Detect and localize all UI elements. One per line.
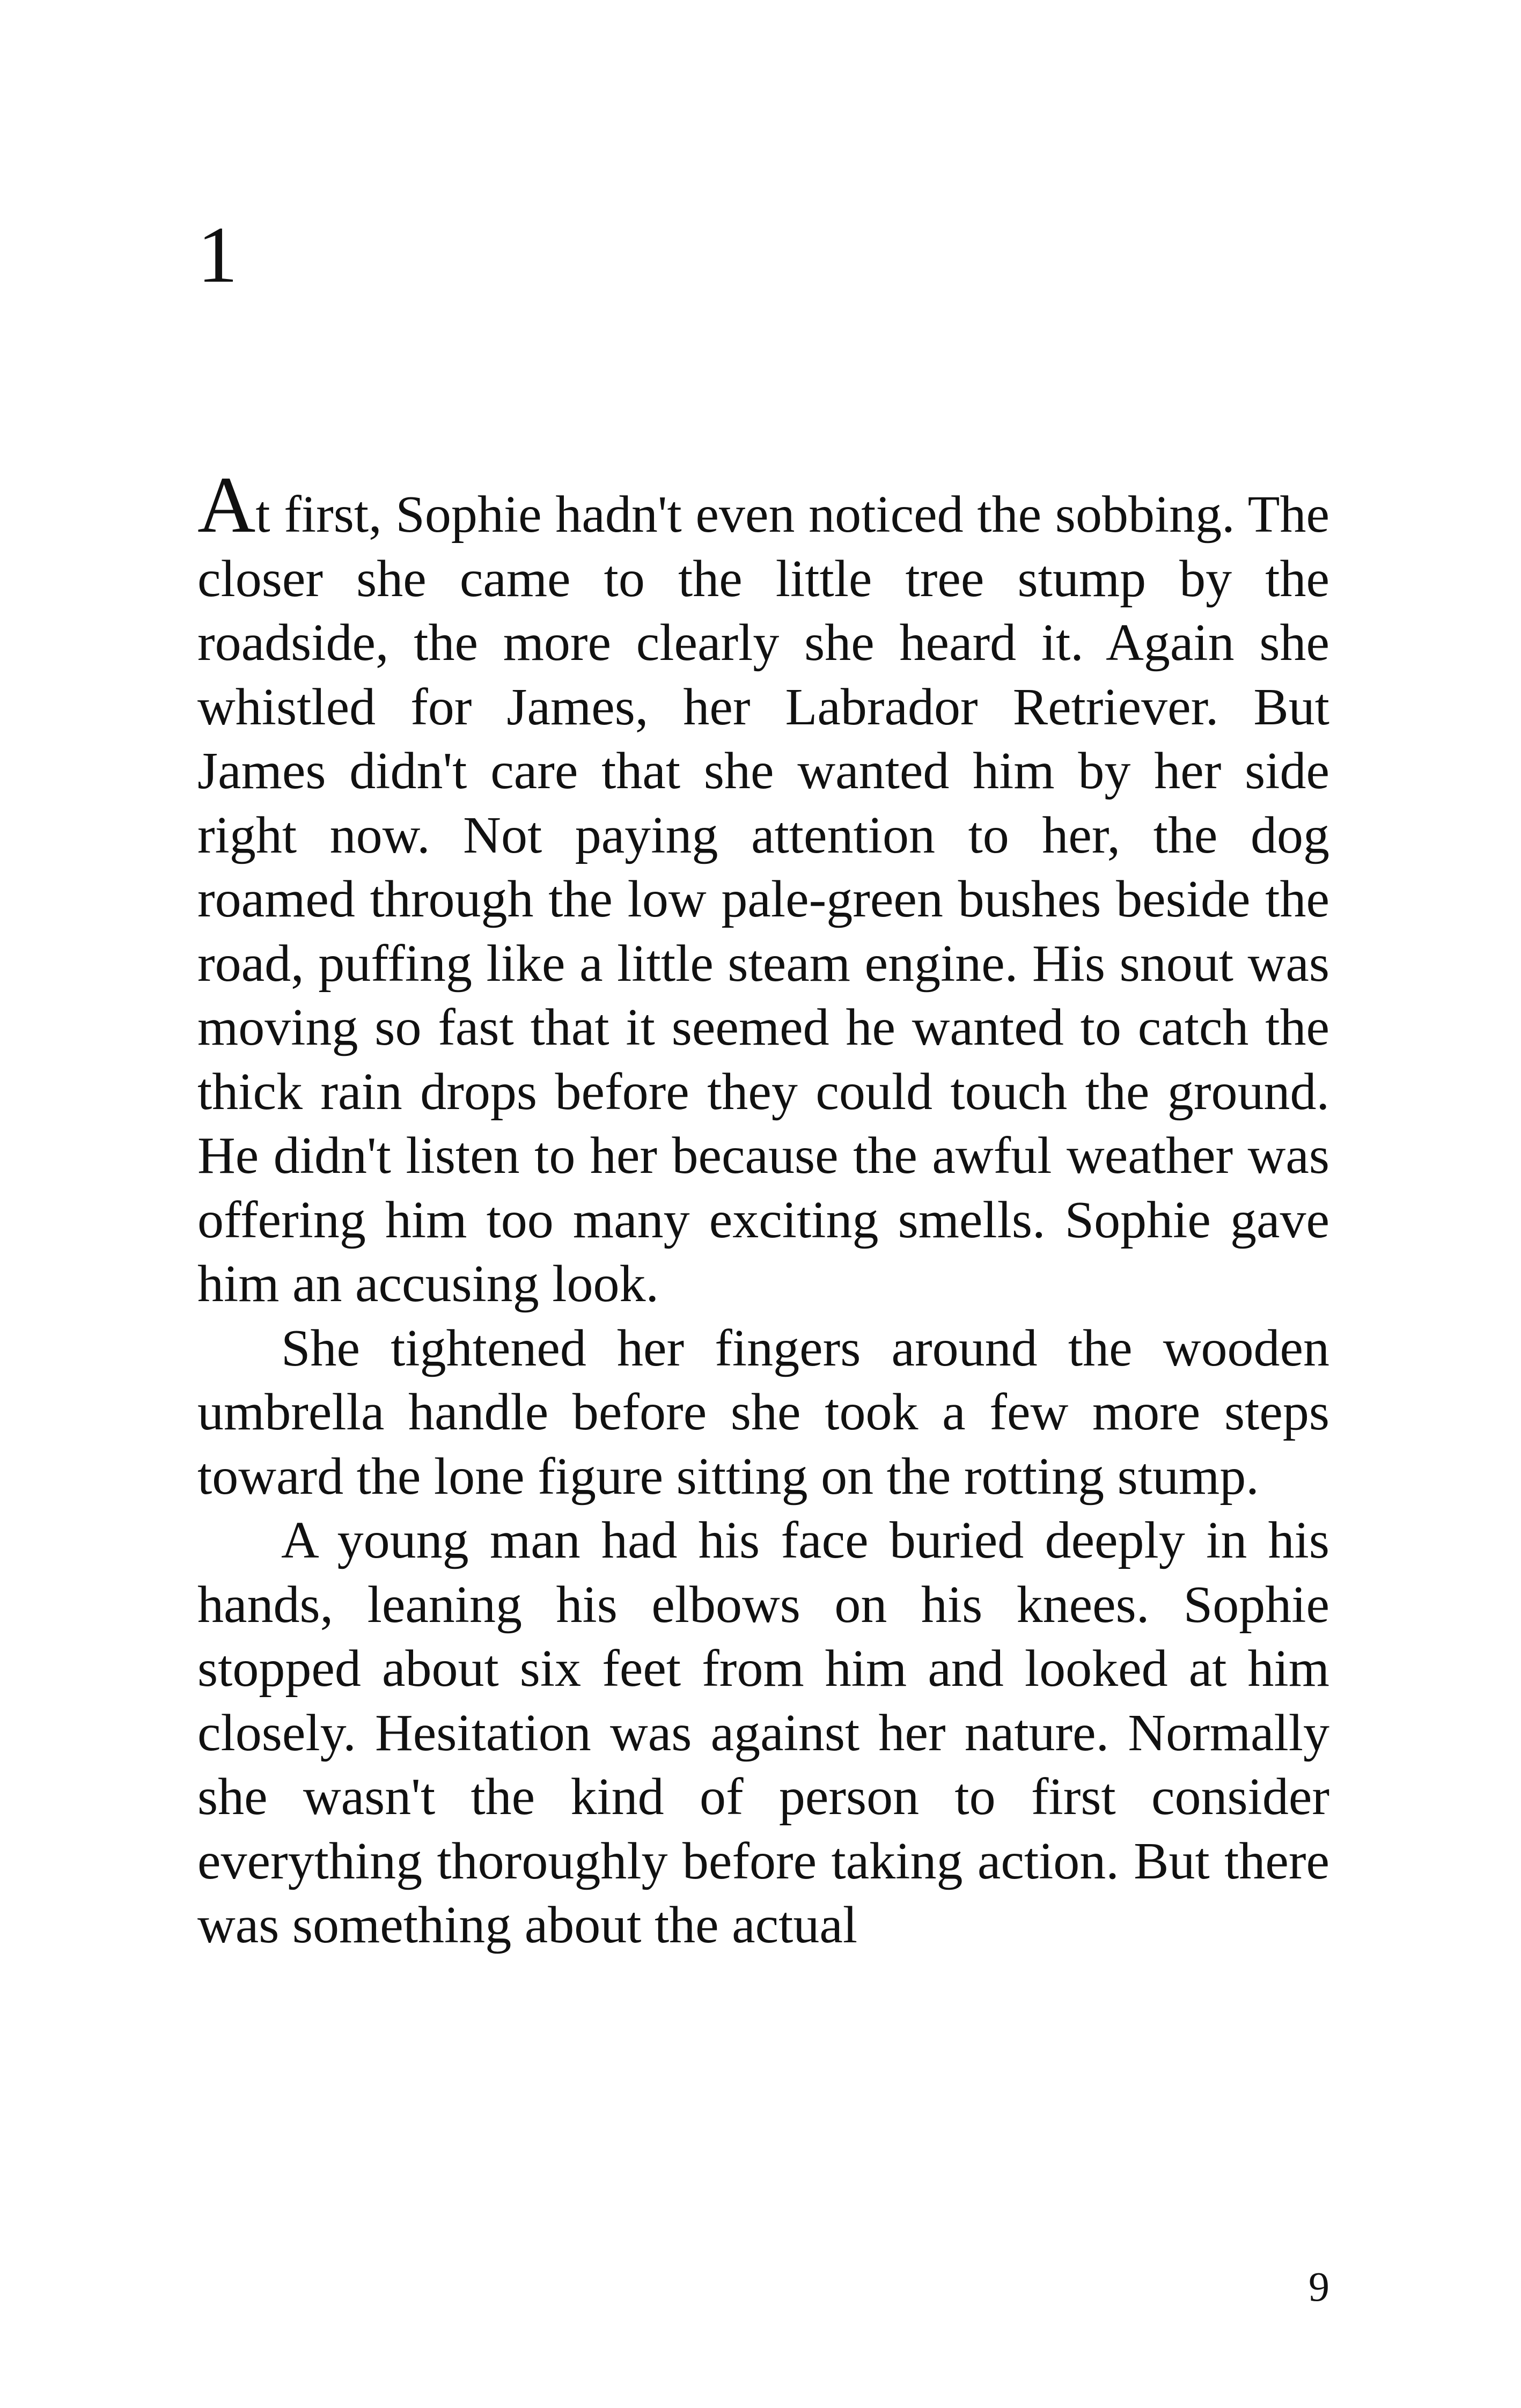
paragraph-1: [197, 460, 1329, 1317]
paragraph-3: A young man had his face buried deeply in his hands, leaning his elbows on his knees. Sophie stopped about six feet from him and looked at him closely. Hesitation was against her nature. Normally she wasn't the kind of person to first consider everything thoroughly before taking action. But there was something about the actual: [197, 1511, 1329, 1954]
paragraph-1-text: t first, Sophie hadn't even noticed the sobbing. The closer she came to the little tree stump by the roadside, the more clearly she heard it. Again she whistled for James, her Labrador Retriever. But James didn't care that she wanted him by her side right now. Not paying attention to her, the dog roamed through the low pale-green bushes beside the road, puffing like a little steam engine. His snout was moving so fast that it seemed he wanted to catch the thick rain drops before they could touch the ground. He didn't listen to her because the awful weather was offering him too many exciting smells. Sophie gave him an accusing look.: [197, 486, 1329, 1313]
chapter-number: 1: [197, 210, 238, 299]
page-number: 9: [1309, 2263, 1329, 2310]
initial-letter: A: [197, 460, 256, 549]
body-text: [197, 460, 1329, 1958]
paragraph-2: She tightened her fingers around the wooden umbrella handle before she took a few more steps toward the lone figure sitting on the rotting stump.: [197, 1319, 1329, 1506]
